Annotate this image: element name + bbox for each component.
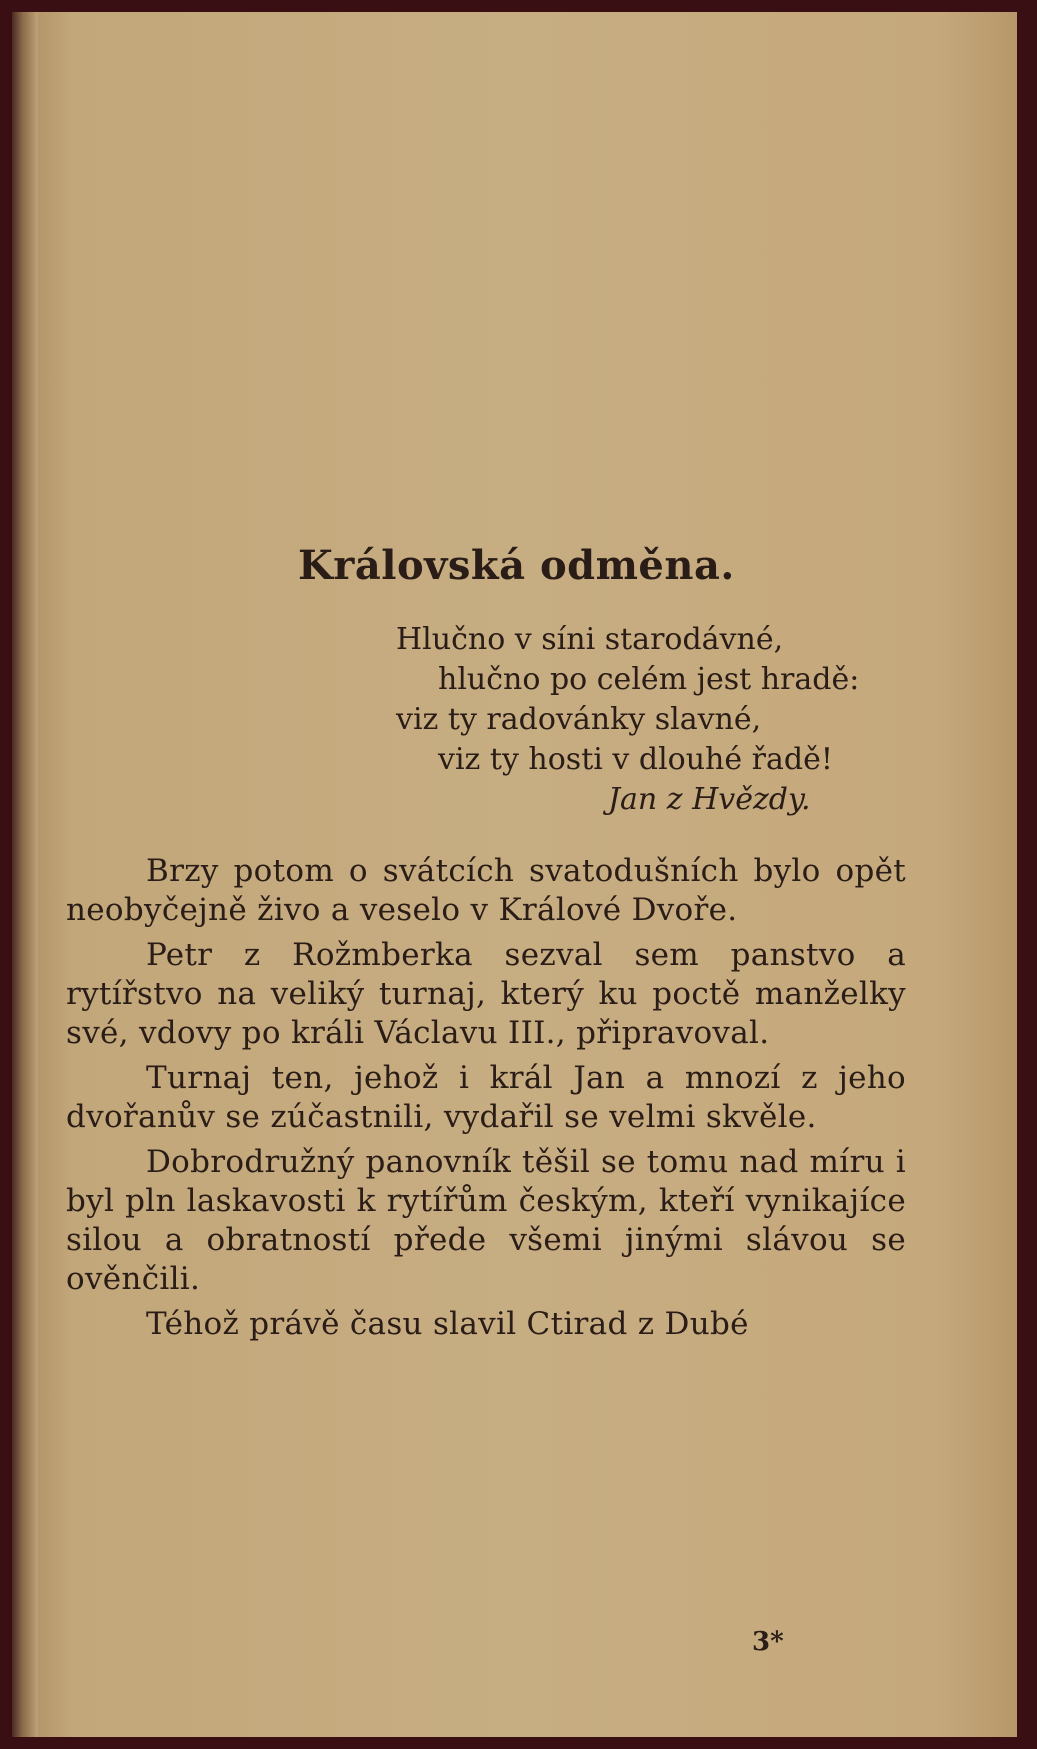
signature-mark: 3* [752, 1627, 784, 1657]
epigraph-attribution: Jan z Hvězdy. [608, 782, 811, 817]
book-page [12, 12, 1017, 1737]
paragraph: Brzy potom o svátcích svatodušních bylo opět neobyčejně živo a veselo v Králové Dvoře. [66, 853, 906, 928]
epigraph-line: viz ty hosti v dlouhé řadě! [438, 742, 833, 777]
page-spine-shadow [12, 12, 38, 1737]
epigraph-line: viz ty radovánky slavné, [396, 702, 762, 737]
body-text [66, 852, 906, 1344]
paragraph: Turnaj ten, jehož i král Jan a mnozí z jeho dvořanův se zúčastnili, vydařil se velmi skvěle. [66, 1060, 906, 1135]
paragraph: Petr z Rožmberka sezval sem panstvo a rytířstvo na veliký turnaj, který ku poctě manželky své, vdovy po králi Václavu III., připravoval. [66, 937, 906, 1051]
paragraph: Téhož právě času slavil Ctirad z Dubé [146, 1306, 749, 1342]
epigraph [66, 620, 906, 820]
page-content [66, 532, 906, 1350]
epigraph-line: hlučno po celém jest hradě: [438, 662, 860, 697]
chapter-title: Královská odměna. [298, 542, 735, 589]
paragraph: Dobrodružný panovník těšil se tomu nad míru i byl pln laskavosti k rytířům českým, kteří vynikajíce silou a obratností přede všemi jinými slávou se ověnčili. [66, 1144, 906, 1297]
epigraph-line: Hlučno v síni starodávné, [396, 622, 784, 657]
